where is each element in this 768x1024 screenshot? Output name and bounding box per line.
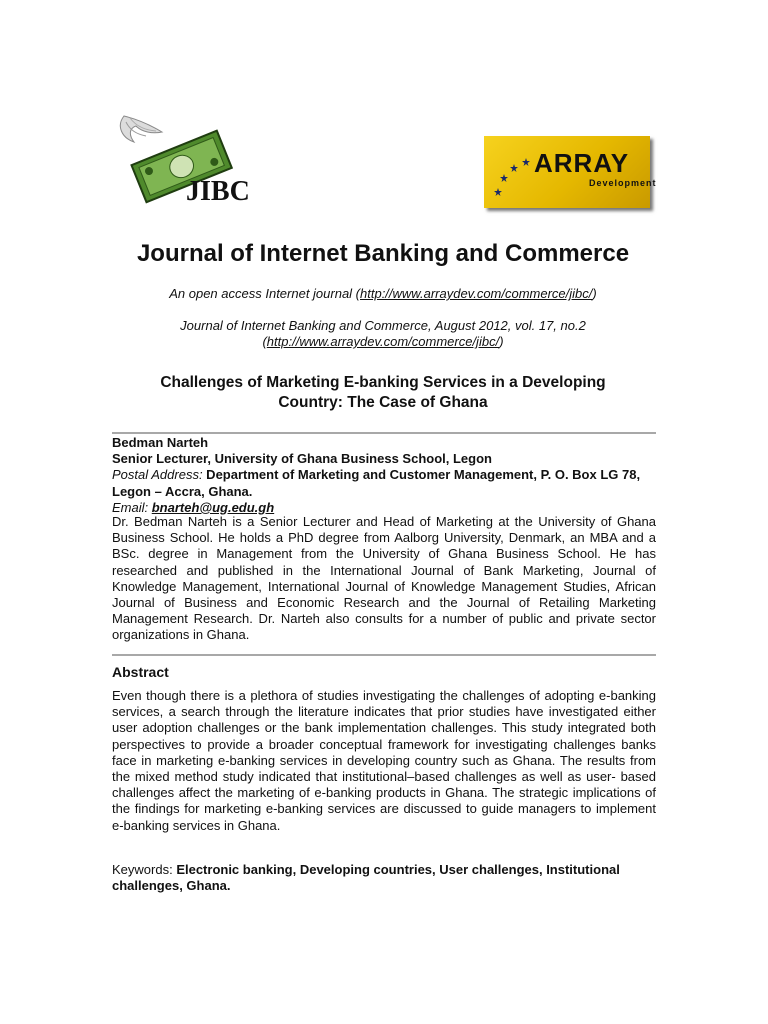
journal-url-link[interactable]: http://www.arraydev.com/commerce/jibc/ bbox=[360, 286, 593, 301]
citation-url-suffix: ) bbox=[499, 334, 504, 349]
journal-title: Journal of Internet Banking and Commerce bbox=[136, 240, 630, 267]
open-access-prefix: An open access Internet journal ( bbox=[169, 286, 361, 301]
author-info bbox=[112, 435, 656, 516]
divider-top bbox=[112, 432, 656, 434]
array-logo-subtitle: Development bbox=[589, 178, 657, 188]
email-link[interactable]: bnarteh@ug.edu.gh bbox=[151, 499, 275, 515]
email-label: Email: bbox=[112, 499, 152, 515]
keywords bbox=[112, 862, 656, 894]
divider-middle bbox=[112, 654, 656, 656]
open-access-suffix: ) bbox=[592, 286, 597, 301]
paper-title bbox=[110, 373, 656, 413]
author-position: Senior Lecturer, University of Ghana Business School, Legon bbox=[112, 451, 492, 467]
keywords-label: Keywords: bbox=[112, 862, 177, 877]
citation-text: Journal of Internet Banking and Commerce, August 2012, vol. 17, no.2 bbox=[180, 318, 586, 333]
author-bio: Dr. Bedman Narteh is a Senior Lecturer and Head of Marketing at the University of Ghana Business School. He holds a PhD degree from Aalborg University, Denmark, an MBA and a BSc. degree in Management from the University of Ghana Business School. He has researched and published in the International Journal of Bank Marketing, Journal of Knowledge Management, International Journal of Knowledge Management Studies, African Journal of Business and Economic Research and the Journal of Retailing Marketing Management Research. Dr. Narteh also consults for a number of public and private sector organizations in Ghana. bbox=[112, 514, 656, 643]
postal-address-label: Postal Address: bbox=[112, 467, 203, 483]
keywords-value: Electronic banking, Developing countries, User challenges, Institutional challenges, Ghana. bbox=[112, 862, 620, 894]
paper-title-line-2: Country: The Case of Ghana bbox=[278, 394, 488, 411]
star-arc-icon bbox=[488, 144, 538, 204]
jibc-logo-text: JIBC bbox=[186, 176, 250, 207]
abstract-heading: Abstract bbox=[112, 664, 169, 680]
open-access-line bbox=[110, 286, 656, 301]
postal-address bbox=[112, 467, 656, 499]
citation-url-line bbox=[110, 334, 656, 350]
paper-title-line-1: Challenges of Marketing E-banking Services in a Developing bbox=[160, 374, 606, 391]
citation-url-prefix: ( bbox=[262, 334, 267, 349]
array-logo-title: ARRAY bbox=[534, 148, 630, 178]
postal-address-value: Department of Marketing and Customer Management, P. O. Box LG 78, Legon – Accra, Ghana. bbox=[112, 467, 641, 499]
abstract-text: Even though there is a plethora of studies investigating the challenges of adopting e-banking services, a search through the literature indicates that prior studies have investigated either user adoption challenges or the bank implementation challenges. This study integrated both perspectives to provide a broader conceptual framework for investigating challenges banks face in marketing e-banking services in developing country such as Ghana. The results from the mixed method study indicated that institutional–based challenges as well as user- based challenges affect the marketing of e-banking products in Ghana. The strategic implications of the findings for marketing e-banking services are discussed to guide managers to implement e-banking services in Ghana. bbox=[112, 688, 656, 833]
citation-url-link[interactable]: http://www.arraydev.com/commerce/jibc/ bbox=[266, 334, 500, 349]
author-name: Bedman Narteh bbox=[112, 435, 209, 450]
citation-block bbox=[110, 318, 656, 350]
